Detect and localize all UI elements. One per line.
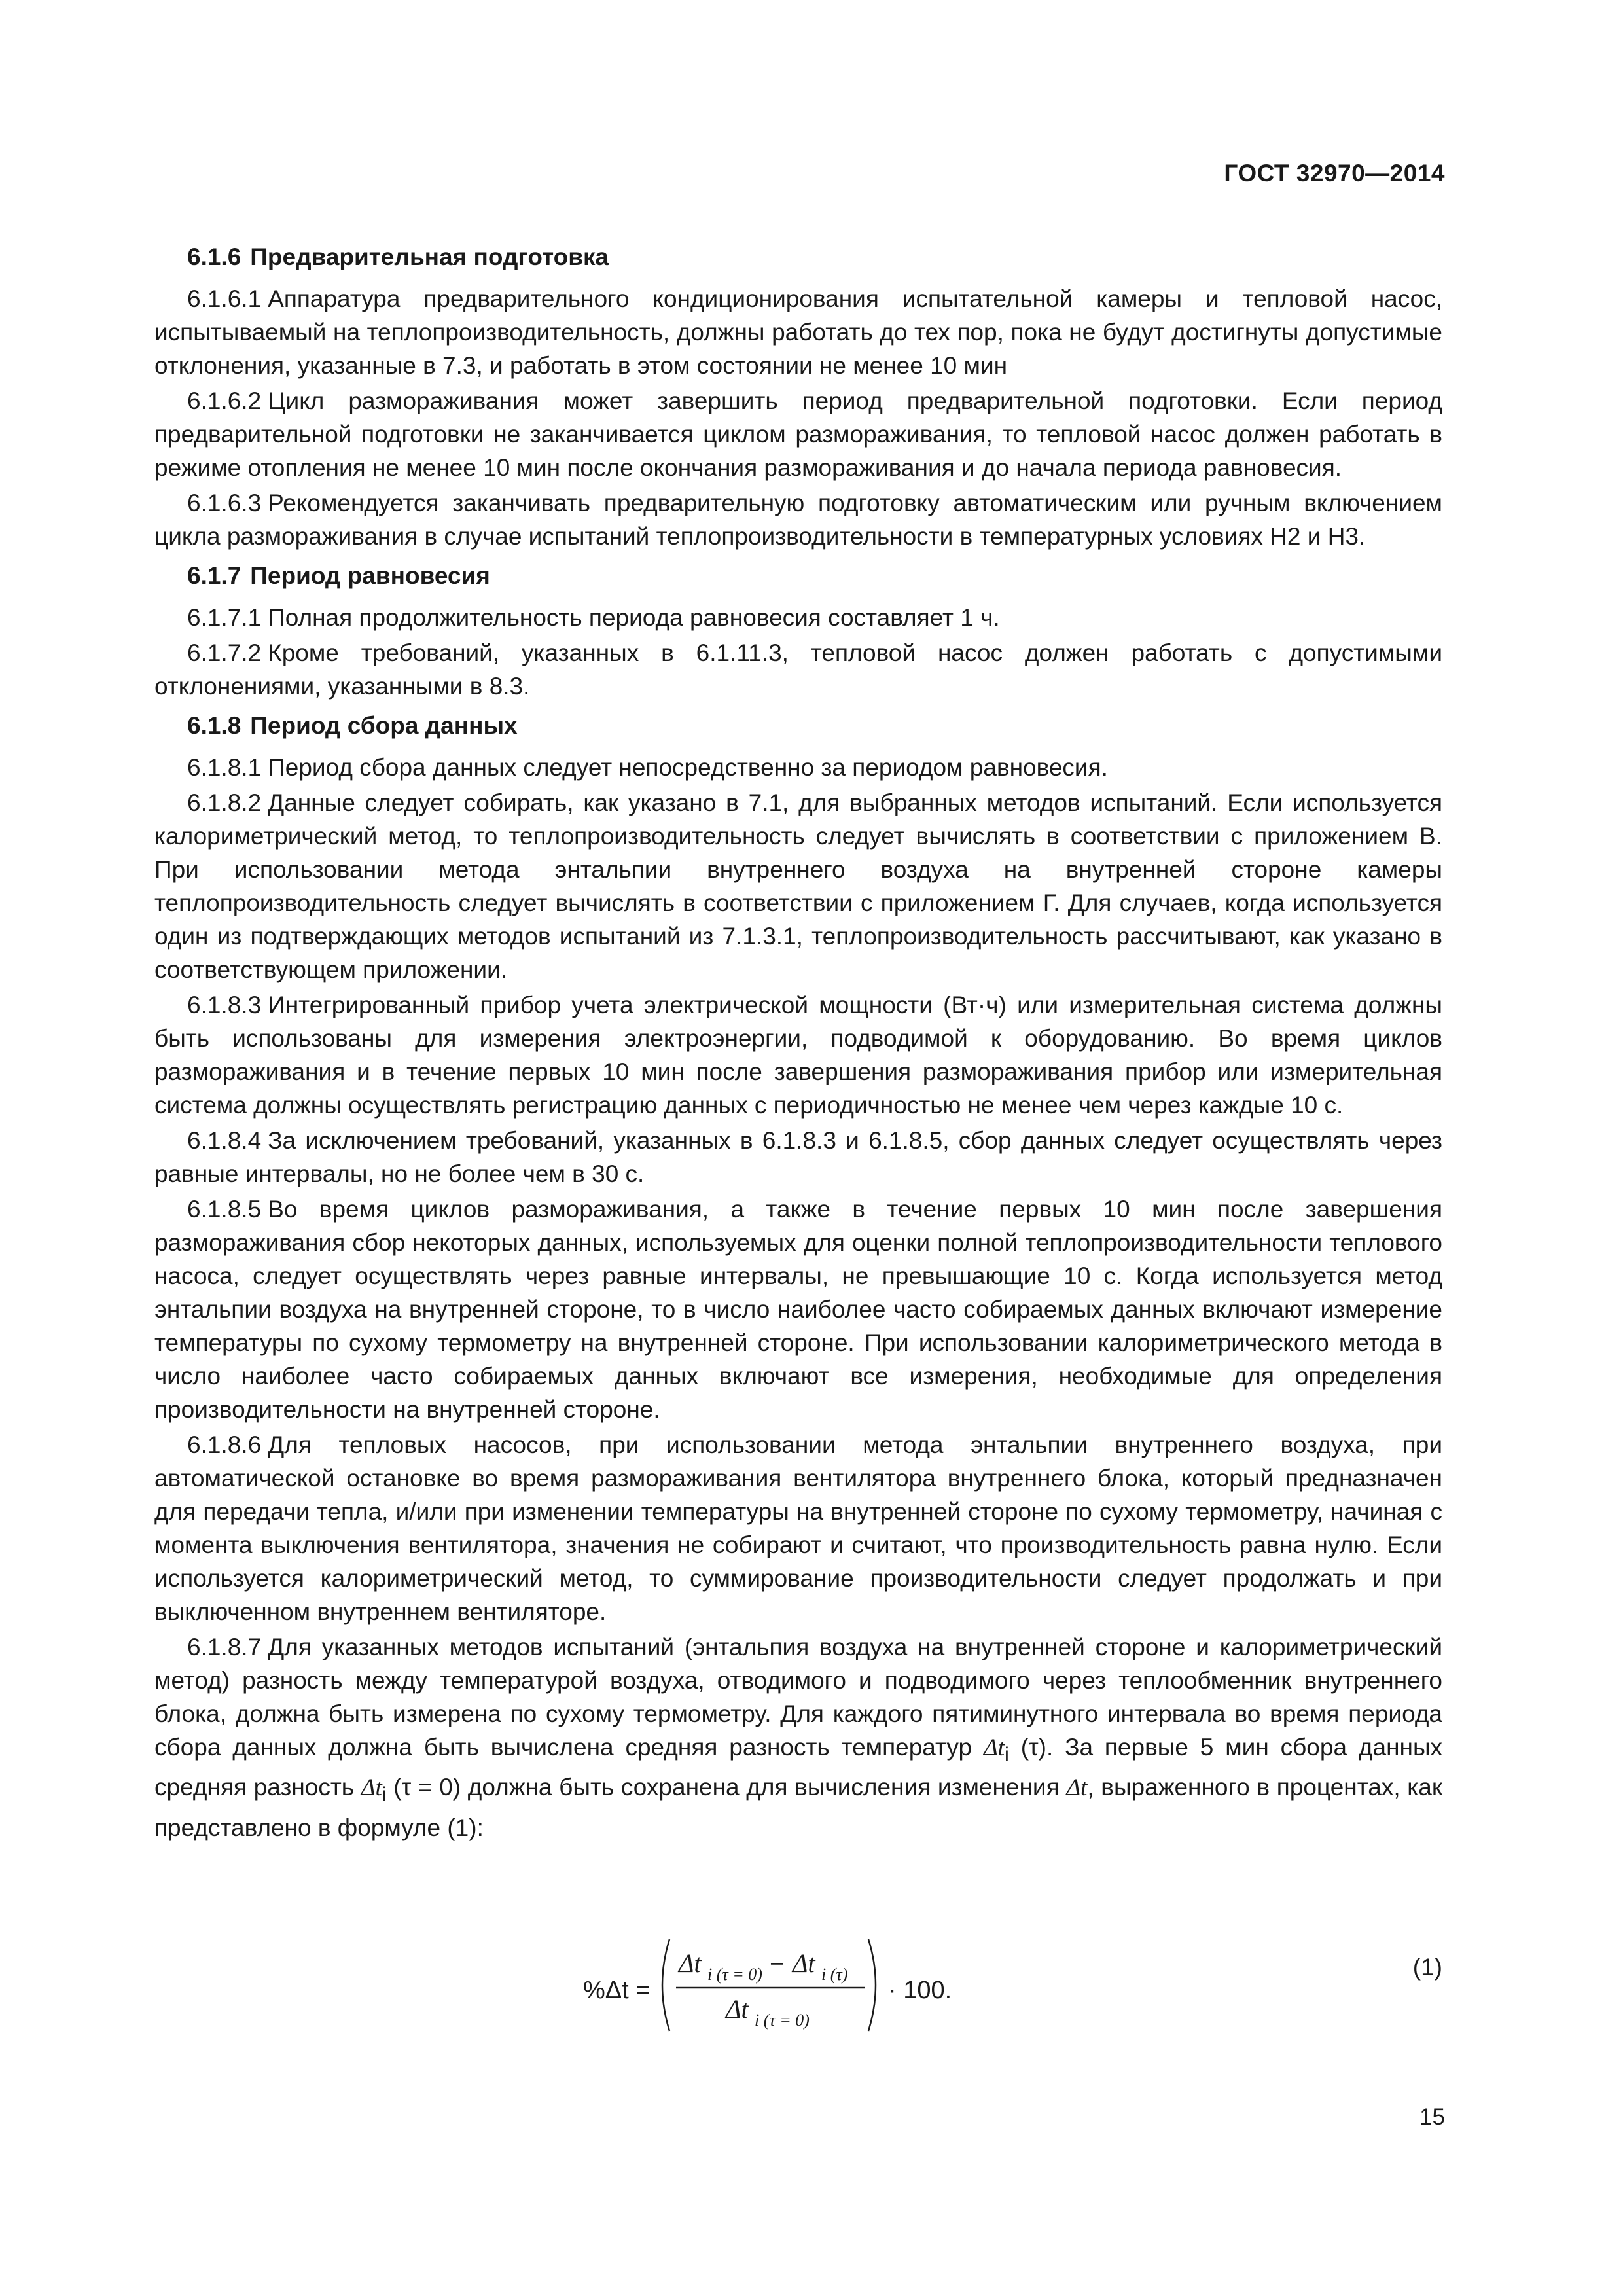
paragraph-text: За исключением требований, указанных в 6.1.8.3 и 6.1.8.5, сбор данных следует осуществлять через равные интервалы, но не более чем в 30 с.: [154, 1127, 1442, 1187]
section-number: 6.1.8: [187, 712, 241, 739]
paragraph-6-1-8-2: [154, 786, 1442, 986]
section-title: Предварительная подготовка: [250, 243, 609, 270]
math-argument: (τ = 0): [393, 1774, 461, 1801]
section-number: 6.1.6: [187, 243, 241, 270]
numerator-delta-t: Δt: [679, 1948, 702, 1978]
formula-multiplier: · 100.: [888, 1977, 952, 2004]
section-heading-6-1-6: [154, 240, 1442, 274]
paragraph-number: 6.1.7.2: [187, 639, 262, 666]
left-paren-icon: [662, 1939, 669, 2031]
paragraph-text: должна быть сохранена для вычисления изменения: [467, 1774, 1060, 1801]
section-heading-6-1-7: [154, 559, 1442, 592]
paragraph-6-1-7-1: [154, 601, 1442, 634]
denominator-delta-t: Δt: [726, 1994, 749, 2024]
math-argument: (τ).: [1020, 1734, 1054, 1761]
delta-t-symbol: Δt: [1066, 1774, 1088, 1802]
section-heading-6-1-8: [154, 709, 1442, 742]
paragraph-text: , выраженного в процентах, как представлено в формуле (1):: [154, 1774, 1443, 1841]
paragraph-text: За первые 5 мин сбора данных средняя разность: [154, 1734, 1443, 1801]
delta-t-symbol: Δt: [361, 1774, 382, 1802]
paragraph-text: Аппаратура предварительного кондиционирования испытательной камеры и тепловой насос, испытываемый на теплопроизводительность, должны работать до тех пор, пока не будут достигнуты допустимые отклонения, указанные в 7.3, и работать в этом состоянии не менее 10 мин: [154, 285, 1442, 379]
right-paren-icon: [868, 1939, 876, 2031]
paragraph-text: Для указанных методов испытаний (энтальпия воздуха на внутренней стороне и калориметрический метод) разность между температурой воздуха, отводимого и подводимого через теплообменник внутреннего блока, должна быть измерена по сухому термометру. Для каждого пятиминутного интервала во время периода сбора данных должна быть вычислена средняя разность температур: [154, 1634, 1442, 1761]
section-title: Период сбора данных: [250, 712, 518, 739]
paragraph-number: 6.1.7.1: [187, 604, 262, 631]
paragraph-text: Во время циклов размораживания, а также в течение первых 10 мин после завершения размораживания сбор некоторых данных, используемых для оценки полной теплопроизводительности теплового насоса, следует осуществлять через равные интервалы, не превышающие 10 с. Когда используется метод энтальпии воздуха на внутренней стороне, то в число наиболее часто собираемых данных включают измерение температуры по сухому термометру на внутренней стороне. При использовании калориметрического метода в число наиболее часто собираемых данных включают все измерения, необходимые для определения производительности на внутренней стороне.: [154, 1196, 1442, 1423]
paragraph-6-1-6-1: [154, 282, 1442, 382]
paragraph-number: 6.1.8.3: [187, 992, 262, 1018]
formula-number: (1): [1412, 1954, 1442, 1981]
paragraph-number: 6.1.8.5: [187, 1196, 262, 1223]
subscript-i: i: [382, 1782, 387, 1806]
formula-graphic: [583, 1928, 1120, 2039]
paragraph-number: 6.1.6.2: [187, 387, 262, 414]
paragraph-6-1-8-1: [154, 751, 1442, 784]
paragraph-text: Период сбора данных следует непосредственно за периодом равновесия.: [268, 754, 1108, 781]
paragraph-text: Полная продолжительность периода равновесия составляет 1 ч.: [268, 604, 1000, 631]
subscript-i: i: [1004, 1742, 1009, 1766]
numerator-delta-t-2-subscript: i (τ): [821, 1965, 848, 1984]
paragraph-6-1-6-3: [154, 486, 1442, 553]
formula-lhs: %Δt =: [583, 1977, 651, 2004]
denominator-delta-t-subscript: i (τ = 0): [755, 2011, 810, 2030]
paragraph-number: 6.1.8.7: [187, 1634, 262, 1660]
numerator-delta-t-subscript: i (τ = 0): [707, 1965, 762, 1984]
paragraph-number: 6.1.8.4: [187, 1127, 262, 1154]
paragraph-number: 6.1.8.1: [187, 754, 262, 781]
paragraph-number: 6.1.8.6: [187, 1431, 262, 1458]
paragraph-6-1-8-5: [154, 1193, 1442, 1426]
paragraph-text: Рекомендуется заканчивать предварительную подготовку автоматическим или ручным включением цикла размораживания в случае испытаний теплопроизводительности в температурных условиях Н2 и Н3.: [154, 490, 1442, 550]
paragraph-number: 6.1.6.1: [187, 285, 262, 312]
paragraph-text: Данные следует собирать, как указано в 7.1, для выбранных методов испытаний. Если используется калориметрический метод, то теплопроизводительность следует вычислять в соответствии с приложением В. При использовании метода энтальпии внутреннего воздуха на внутренней стороне камеры теплопроизводительность следует вычислять в соответствии с приложением Г. Для случаев, когда используется один из подтверждающих методов испытаний из 7.1.3.1, теплопроизводительность рассчитывают, как указано в соответствующем приложении.: [154, 789, 1442, 983]
paragraph-6-1-8-4: [154, 1124, 1442, 1191]
paragraph-6-1-8-6: [154, 1428, 1442, 1628]
paragraph-number: 6.1.8.2: [187, 789, 262, 816]
paragraph-number: 6.1.6.3: [187, 490, 262, 516]
paragraph-text: Для тепловых насосов, при использовании метода энтальпии внутреннего воздуха, при автоматической остановке во время размораживания вентилятора внутреннего блока, который предназначен для передачи тепла, и/или при изменении температуры на внутренней стороне по сухому термометру, начиная с момента выключения вентилятора, значения не собирают и считают, что производительность равна нулю. Если используется калориметрический метод, то суммирование производительности следует продолжать и при выключенном внутреннем вентиляторе.: [154, 1431, 1442, 1625]
paragraph-6-1-7-2: [154, 636, 1442, 703]
delta-t-symbol: Δt: [983, 1734, 1005, 1761]
paragraph-text: Цикл размораживания может завершить период предварительной подготовки. Если период предварительной подготовки не заканчивается циклом размораживания, то тепловой насос должен работать в режиме отопления не менее 10 мин после окончания размораживания и до начала периода равновесия.: [154, 387, 1442, 481]
formula-minus: −: [770, 1950, 785, 1978]
section-number: 6.1.7: [187, 562, 241, 589]
formula-1: [154, 1921, 1442, 2039]
document-code: ГОСТ 32970—2014: [1224, 160, 1445, 187]
paragraph-6-1-8-3: [154, 988, 1442, 1122]
paragraph-6-1-8-7: [154, 1630, 1442, 1844]
page-number: 15: [1419, 2104, 1445, 2130]
paragraph-text: Интегрированный прибор учета электрической мощности (Вт·ч) или измерительная система должны быть использованы для измерения электроэнергии, подводимой к оборудованию. Во время циклов размораживания и в течение первых 10 мин после завершения размораживания прибор или измерительная система должны осуществлять регистрацию данных с периодичностью не менее чем через каждые 10 с.: [154, 992, 1442, 1119]
section-title: Период равновесия: [250, 562, 490, 589]
paragraph-text: Кроме требований, указанных в 6.1.11.3, тепловой насос должен работать с допустимыми отклонениями, указанными в 8.3.: [154, 639, 1442, 700]
paragraph-6-1-6-2: [154, 384, 1442, 484]
document-body: [154, 234, 1442, 1846]
numerator-delta-t-2: Δt: [793, 1948, 815, 1978]
